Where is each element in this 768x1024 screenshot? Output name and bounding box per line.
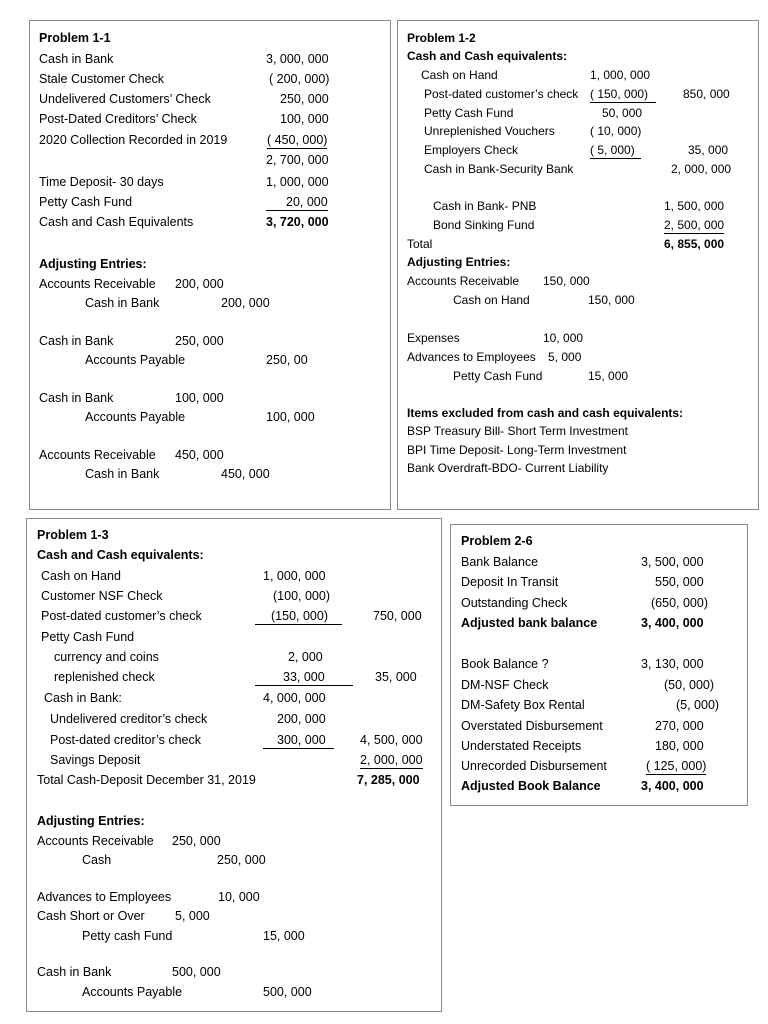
row-label: Post-Dated Creditors’ Check [39,112,197,126]
entry-debit-amount: 5, 000 [175,909,210,923]
row-label: Petty Cash Fund [39,195,133,209]
adjusting-entries-title: Adjusting Entries: [37,814,145,828]
entry-credit-amount: 100, 000 [266,410,315,424]
row-amount-1: ( 10, 000) [590,124,642,138]
bank-row-amount: (650, 000) [651,596,708,610]
entry-debit-amount: 5, 000 [548,350,582,364]
book-row-amount: 3, 130, 000 [641,657,704,671]
row-label: Customer NSF Check [41,589,163,603]
row-amount-2: 750, 000 [373,609,422,623]
row-label: Petty Cash Fund [424,106,514,120]
entry-credit-amount: 15, 000 [588,369,629,383]
book-row-amount: (5, 000) [676,698,720,712]
problem-1-2-subtitle: Cash and Cash equivalents: [407,49,568,63]
row-amount-2: 35, 000 [688,143,729,157]
row-amount-1: 33, 000 [255,669,353,686]
adjusting-entries-title: Adjusting Entries: [407,255,511,269]
entry-debit: Cash in Bank [39,334,114,348]
panel-problem-1-1 [29,20,391,510]
row-amount-1: 1, 000, 000 [590,68,651,82]
total-label: Total [407,237,433,251]
entry-credit-amount: 250, 00 [266,353,308,367]
entry-credit: Petty cash Fund [82,929,173,943]
row-amount-2: 4, 500, 000 [360,733,423,747]
panel-problem-1-2 [397,20,759,510]
problem-1-3-subtitle: Cash and Cash equivalents: [37,548,204,562]
book-row-label: Overstated Disbursement [461,719,603,733]
adjusted-bank-balance-amount: 3, 400, 000 [641,616,704,630]
row-amount: 2, 700, 000 [266,153,329,167]
row-label: Post-dated customer’s check [424,87,579,101]
problem-1-2-title: Problem 1-2 [407,31,476,45]
entry-debit-amount: 250, 000 [175,334,224,348]
book-row-amount: (50, 000) [664,678,715,692]
entry-debit-amount: 10, 000 [218,890,260,904]
entry-debit: Cash in Bank [39,391,114,405]
entry-credit: Cash in Bank [85,467,160,481]
row-label: 2020 Collection Recorded in 2019 [39,133,228,147]
row-label: Post-dated creditor’s check [50,733,202,747]
entry-credit: Accounts Payable [85,353,186,367]
row-amount-2: 35, 000 [375,670,417,684]
panel-problem-2-6 [450,524,748,806]
entry-credit-amount: 200, 000 [221,296,270,310]
entry-credit: Cash in Bank [85,296,160,310]
book-row-amount: ( 125, 000) [646,759,707,773]
row-amount-1: ( 5, 000) [590,142,641,159]
panel-problem-1-3 [26,518,442,1012]
row-label: Cash in Bank: [44,691,122,705]
row-label: Unreplenished Vouchers [424,124,555,138]
row-label: Cash in Bank- PNB [433,199,537,213]
entry-debit: Expenses [407,331,460,345]
row-label: Savings Deposit [50,753,141,767]
total-label: Total Cash-Deposit December 31, 2019 [37,773,256,787]
entry-credit: Petty Cash Fund [453,369,543,383]
entry-debit: Accounts Receivable [39,277,156,291]
problem-1-3-title: Problem 1-3 [37,528,109,542]
row-label: Cash in Bank-Security Bank [424,162,574,176]
entry-debit: Cash Short or Over [37,909,145,923]
entry-debit-amount: 250, 000 [172,834,221,848]
row-amount-1: 200, 000 [277,712,326,726]
entry-debit: Advances to Employees [407,350,536,364]
book-row-label: DM-NSF Check [461,678,549,692]
problem-1-1-title: Problem 1-1 [39,31,111,45]
row-label: Cash in Bank [39,52,114,66]
row-amount-1: 50, 000 [602,106,643,120]
entry-credit-amount: 250, 000 [217,853,266,867]
row-amount-1: (150, 000) [255,608,342,625]
book-row-label: Unrecorded Disbursement [461,759,607,773]
entry-credit: Cash [82,853,112,867]
bank-row-amount: 550, 000 [655,575,704,589]
book-row-label: Book Balance ? [461,657,549,671]
excluded-item: Bank Overdraft-BDO- Current Liability [407,461,609,475]
bank-row-label: Outstanding Check [461,596,568,610]
row-label: Bond Sinking Fund [433,218,535,232]
entry-debit-amount: 450, 000 [175,448,224,462]
row-label: currency and coins [54,650,159,664]
entry-credit-amount: 450, 000 [221,467,270,481]
row-label: Petty Cash Fund [41,630,135,644]
row-amount-1: 4, 000, 000 [263,691,326,705]
entry-debit: Advances to Employees [37,890,172,904]
row-amount-1: (100, 000) [273,589,330,603]
row-label: Undelivered Customers’ Check [39,92,211,106]
adjusted-book-balance-label: Adjusted Book Balance [461,779,601,793]
row-amount-2: 850, 000 [683,87,730,101]
entry-debit: Accounts Receivable [407,274,520,288]
row-label: Post-dated customer’s check [41,609,202,623]
row-amount-2: 2, 500, 000 [664,218,725,232]
row-amount-1: 2, 000 [288,650,323,664]
book-row-label: DM-Safety Box Rental [461,698,585,712]
total-amount: 6, 855, 000 [664,237,725,251]
bank-row-label: Bank Balance [461,555,539,569]
row-label: Cash on Hand [41,569,121,583]
entry-debit-amount: 500, 000 [172,965,221,979]
problem-2-6-title: Problem 2-6 [461,534,533,548]
bank-row-amount: 3, 500, 000 [641,555,704,569]
entry-credit: Cash on Hand [453,293,530,307]
row-amount: 250, 000 [280,92,329,106]
row-label: Employers Check [424,143,519,157]
entry-credit-amount: 500, 000 [263,985,312,999]
adjusted-bank-balance-label: Adjusted bank balance [461,616,598,630]
excluded-item: BSP Treasury Bill- Short Term Investment [407,424,628,438]
entry-credit: Accounts Payable [85,410,186,424]
entry-debit-amount: 200, 000 [175,277,224,291]
row-label: Time Deposit- 30 days [39,175,164,189]
entry-debit: Accounts Receivable [39,448,156,462]
row-amount-2: 2, 000, 000 [671,162,732,176]
row-amount: 3, 720, 000 [266,215,329,229]
row-label: replenished check [54,670,155,684]
row-amount: 20, 000 [266,194,328,211]
row-amount: ( 200, 000) [269,72,330,86]
row-label: Undelivered creditor’s check [50,712,208,726]
row-amount: 1, 000, 000 [266,175,329,189]
adjusting-entries-title: Adjusting Entries: [39,257,147,271]
row-label: Cash and Cash Equivalents [39,215,194,229]
entry-debit-amount: 150, 000 [543,274,590,288]
entry-credit-amount: 150, 000 [588,293,635,307]
bank-row-label: Deposit In Transit [461,575,559,589]
book-row-label: Understated Receipts [461,739,582,753]
excluded-title: Items excluded from cash and cash equivalents: [407,406,684,420]
row-label: Stale Customer Check [39,72,165,86]
row-amount: ( 450, 000) [267,133,328,147]
book-row-amount: 180, 000 [655,739,704,753]
row-amount-2: 1, 500, 000 [664,199,725,213]
entry-debit-amount: 10, 000 [543,331,584,345]
row-amount-1: 300, 000 [263,732,334,749]
entry-debit: Accounts Receivable [37,834,154,848]
total-amount: 7, 285, 000 [357,773,420,787]
book-row-amount: 270, 000 [655,719,704,733]
entry-debit: Cash in Bank [37,965,112,979]
row-amount-2: 2, 000, 000 [360,753,423,767]
entry-debit-amount: 100, 000 [175,391,224,405]
row-amount: 100, 000 [280,112,329,126]
row-amount-1: ( 150, 000) [590,86,656,103]
row-amount: 3, 000, 000 [266,52,329,66]
entry-credit-amount: 15, 000 [263,929,305,943]
excluded-item: BPI Time Deposit- Long-Term Investment [407,443,627,457]
entry-credit: Accounts Payable [82,985,183,999]
row-label: Cash on Hand [421,68,498,82]
adjusted-book-balance-amount: 3, 400, 000 [641,779,704,793]
row-amount-1: 1, 000, 000 [263,569,326,583]
